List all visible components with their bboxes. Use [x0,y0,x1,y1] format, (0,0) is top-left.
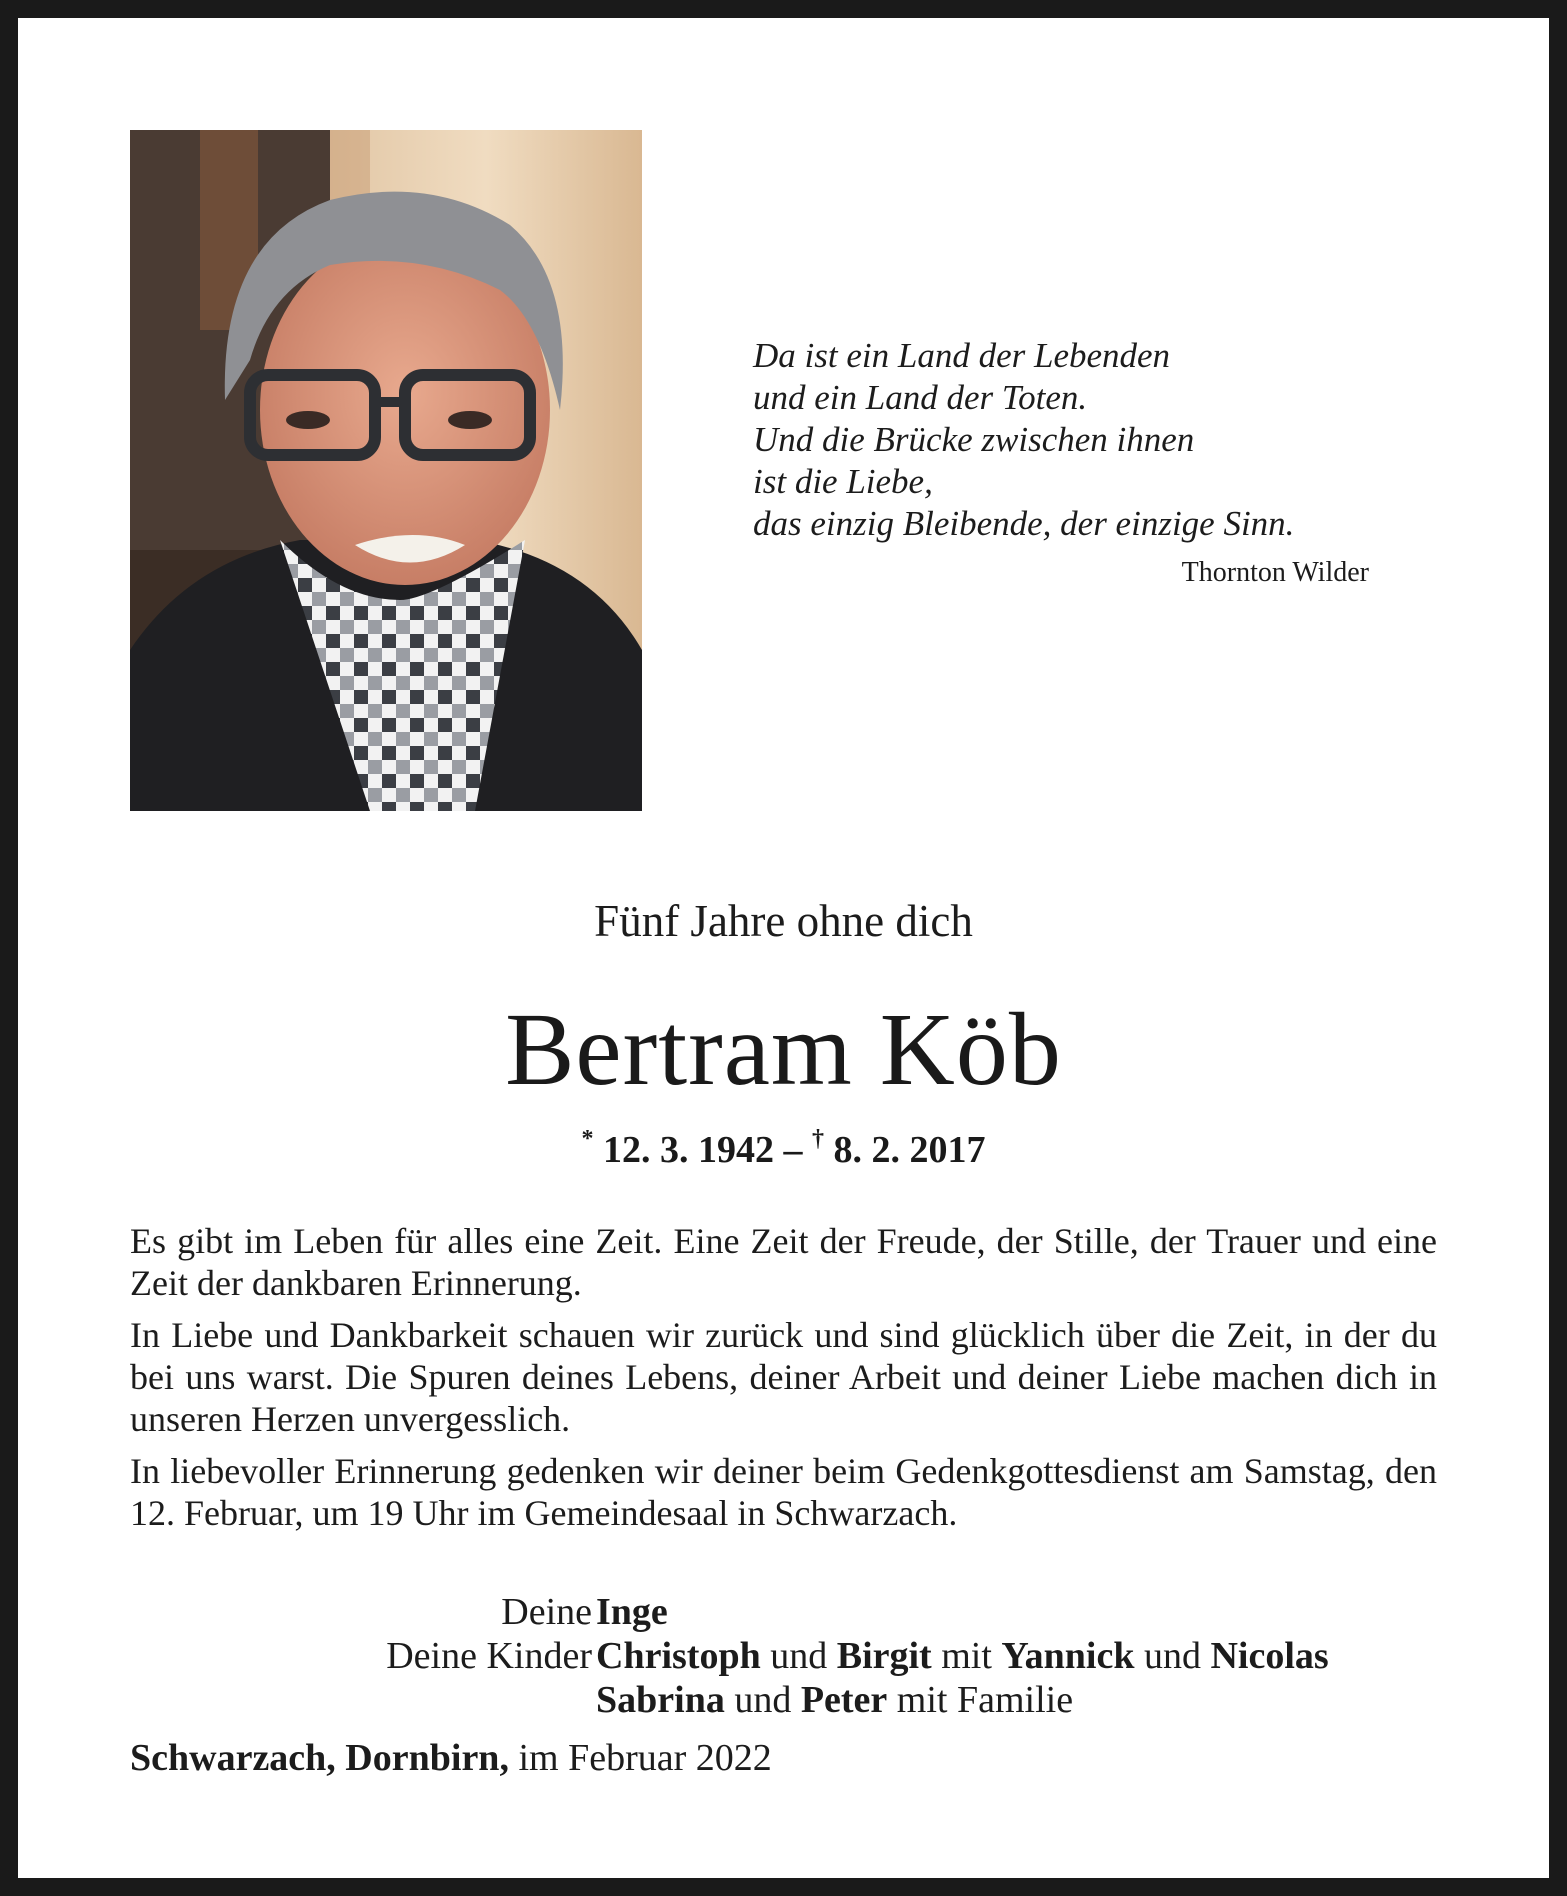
family-signature [0,1590,1567,1722]
quote-author: Thornton Wilder [1181,557,1369,588]
quote-line: ist die Liebe, [753,462,933,501]
signature-row [0,1678,1567,1722]
life-dates [0,1128,1567,1172]
family-name: Sabrina [596,1679,725,1721]
connector: und [1143,1635,1201,1677]
signature-row [0,1634,1567,1678]
family-name: Yannick [1001,1635,1135,1677]
quote-line: Da ist ein Land der Lebenden [753,336,1171,375]
paragraph: Es gibt im Leben für alles eine Zeit. Eine Zeit der Freude, der Stille, der Trauer und eine Zeit der dankbaren Erinnerung. [130,1221,1437,1303]
connector: und [734,1679,792,1721]
family-name: Christoph [596,1635,761,1677]
family-name: Birgit [836,1635,932,1677]
deceased-name: Bertram Köb [505,992,1062,1107]
notice-date: im Februar 2022 [518,1737,772,1779]
quote-line: und ein Land der Toten. [753,378,1088,417]
quote-line: das einzig Bleibende, der einzige Sinn. [753,504,1295,543]
death-date: 8. 2. 2017 [833,1129,986,1171]
quote-line: Und die Brücke zwischen ihnen [753,420,1195,459]
signature-row [0,1590,1567,1634]
memorial-subtitle: Fünf Jahre ohne dich [594,896,973,946]
connector: mit [941,1635,992,1677]
place-date-line [130,1736,772,1780]
connector: mit Familie [896,1679,1074,1721]
paragraph: In liebevoller Erinnerung gedenken wir deiner beim Gedenkgottesdienst am Samstag, den 12. Februar, um 19 Uhr im Gemeindesaal in Schwarzach. [130,1451,1437,1533]
connector: und [770,1635,828,1677]
places: Schwarzach, Dornbirn, [130,1737,509,1779]
death-symbol: † [812,1126,824,1152]
family-name: Inge [596,1591,668,1633]
date-separator: – [774,1129,812,1171]
birth-date: 12. 3. 1942 [603,1129,774,1171]
birth-symbol: * [581,1126,594,1152]
memorial-text [130,1220,1437,1544]
family-name: Peter [800,1679,888,1721]
poem-quote [753,335,1373,545]
portrait-photo [130,130,642,811]
paragraph: In Liebe und Dankbarkeit schauen wir zurück und sind glücklich über die Zeit, in der du bei uns warst. Die Spuren deines Lebens, deiner Arbeit und deiner Liebe machen dich in unseren Herzen unvergesslich. [130,1315,1437,1439]
signature-label: Deine Kinder [386,1635,592,1677]
family-name: Nicolas [1210,1635,1329,1677]
signature-label: Deine [501,1591,592,1633]
